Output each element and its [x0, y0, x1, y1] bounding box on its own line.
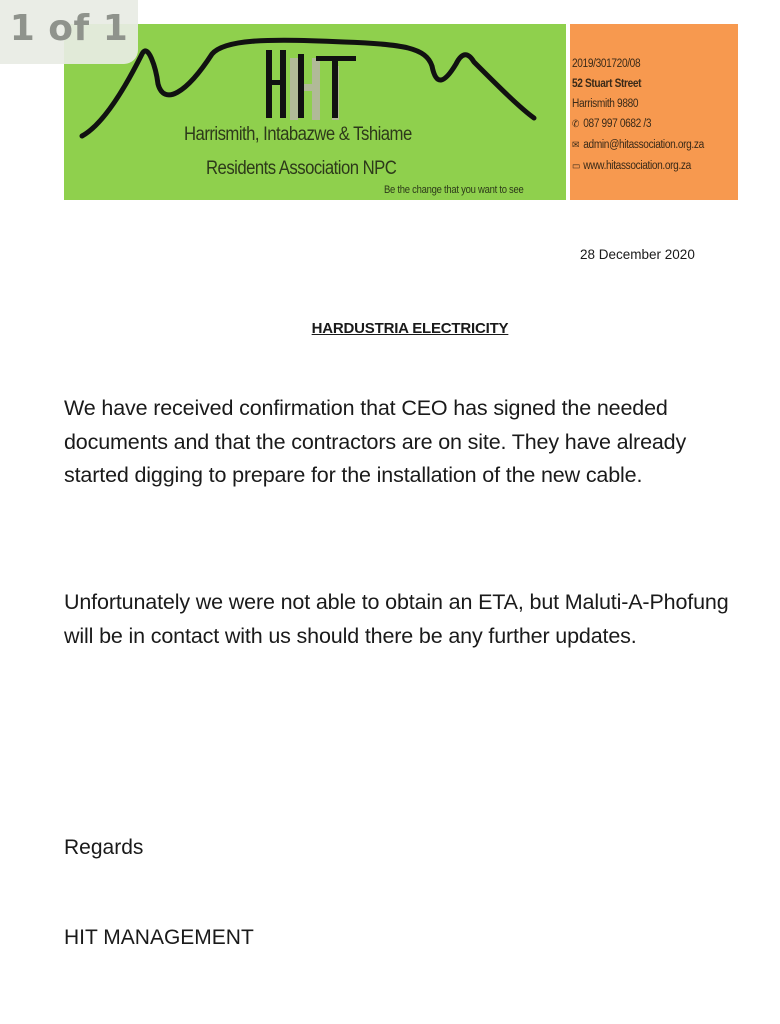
org-name-line-1: Harrismith, Intabazwe & Tshiame — [184, 124, 412, 145]
paragraph-1: We have received confirmation that CEO has signed the needed documents and that the contractors are on site. They have already started digging to prepare for the installation of the new cable. — [64, 396, 687, 487]
contact-block — [572, 54, 738, 177]
closing-regards: Regards — [64, 836, 144, 859]
page-counter-text: 1 of 1 — [9, 7, 129, 49]
registration-number: 2019/301720/08 — [572, 58, 641, 70]
street-address: 52 Stuart Street — [572, 78, 642, 90]
email-address: admin@hitassociation.org.za — [583, 139, 704, 151]
email-line — [572, 135, 718, 156]
phone-number: 087 997 0682 /3 — [583, 118, 652, 130]
phone-line — [572, 114, 718, 135]
monitor-icon: ▭ — [572, 161, 580, 172]
signoff-name: HIT MANAGEMENT — [64, 926, 254, 949]
tagline: Be the change that you want to see — [384, 184, 524, 196]
phone-icon: ✆ — [572, 119, 580, 130]
website-line — [572, 156, 718, 177]
mail-icon: ✉ — [572, 140, 580, 151]
letter-subject: HARDUSTRIA ELECTRICITY — [311, 320, 509, 337]
website-address: www.hitassociation.org.za — [583, 160, 691, 172]
page-counter-badge — [0, 0, 138, 64]
letter-date: 28 December 2020 — [580, 247, 695, 262]
org-name-line-2: Residents Association NPC — [206, 158, 397, 179]
logo-shadow-letters — [290, 58, 339, 120]
paragraph-2: Unfortunately we were not able to obtain an ETA, but Maluti-A-Phofung will be in contact with us should there be any further updates. — [64, 590, 729, 648]
letterhead — [64, 24, 738, 200]
town-address: Harrismith 9880 — [572, 98, 639, 110]
